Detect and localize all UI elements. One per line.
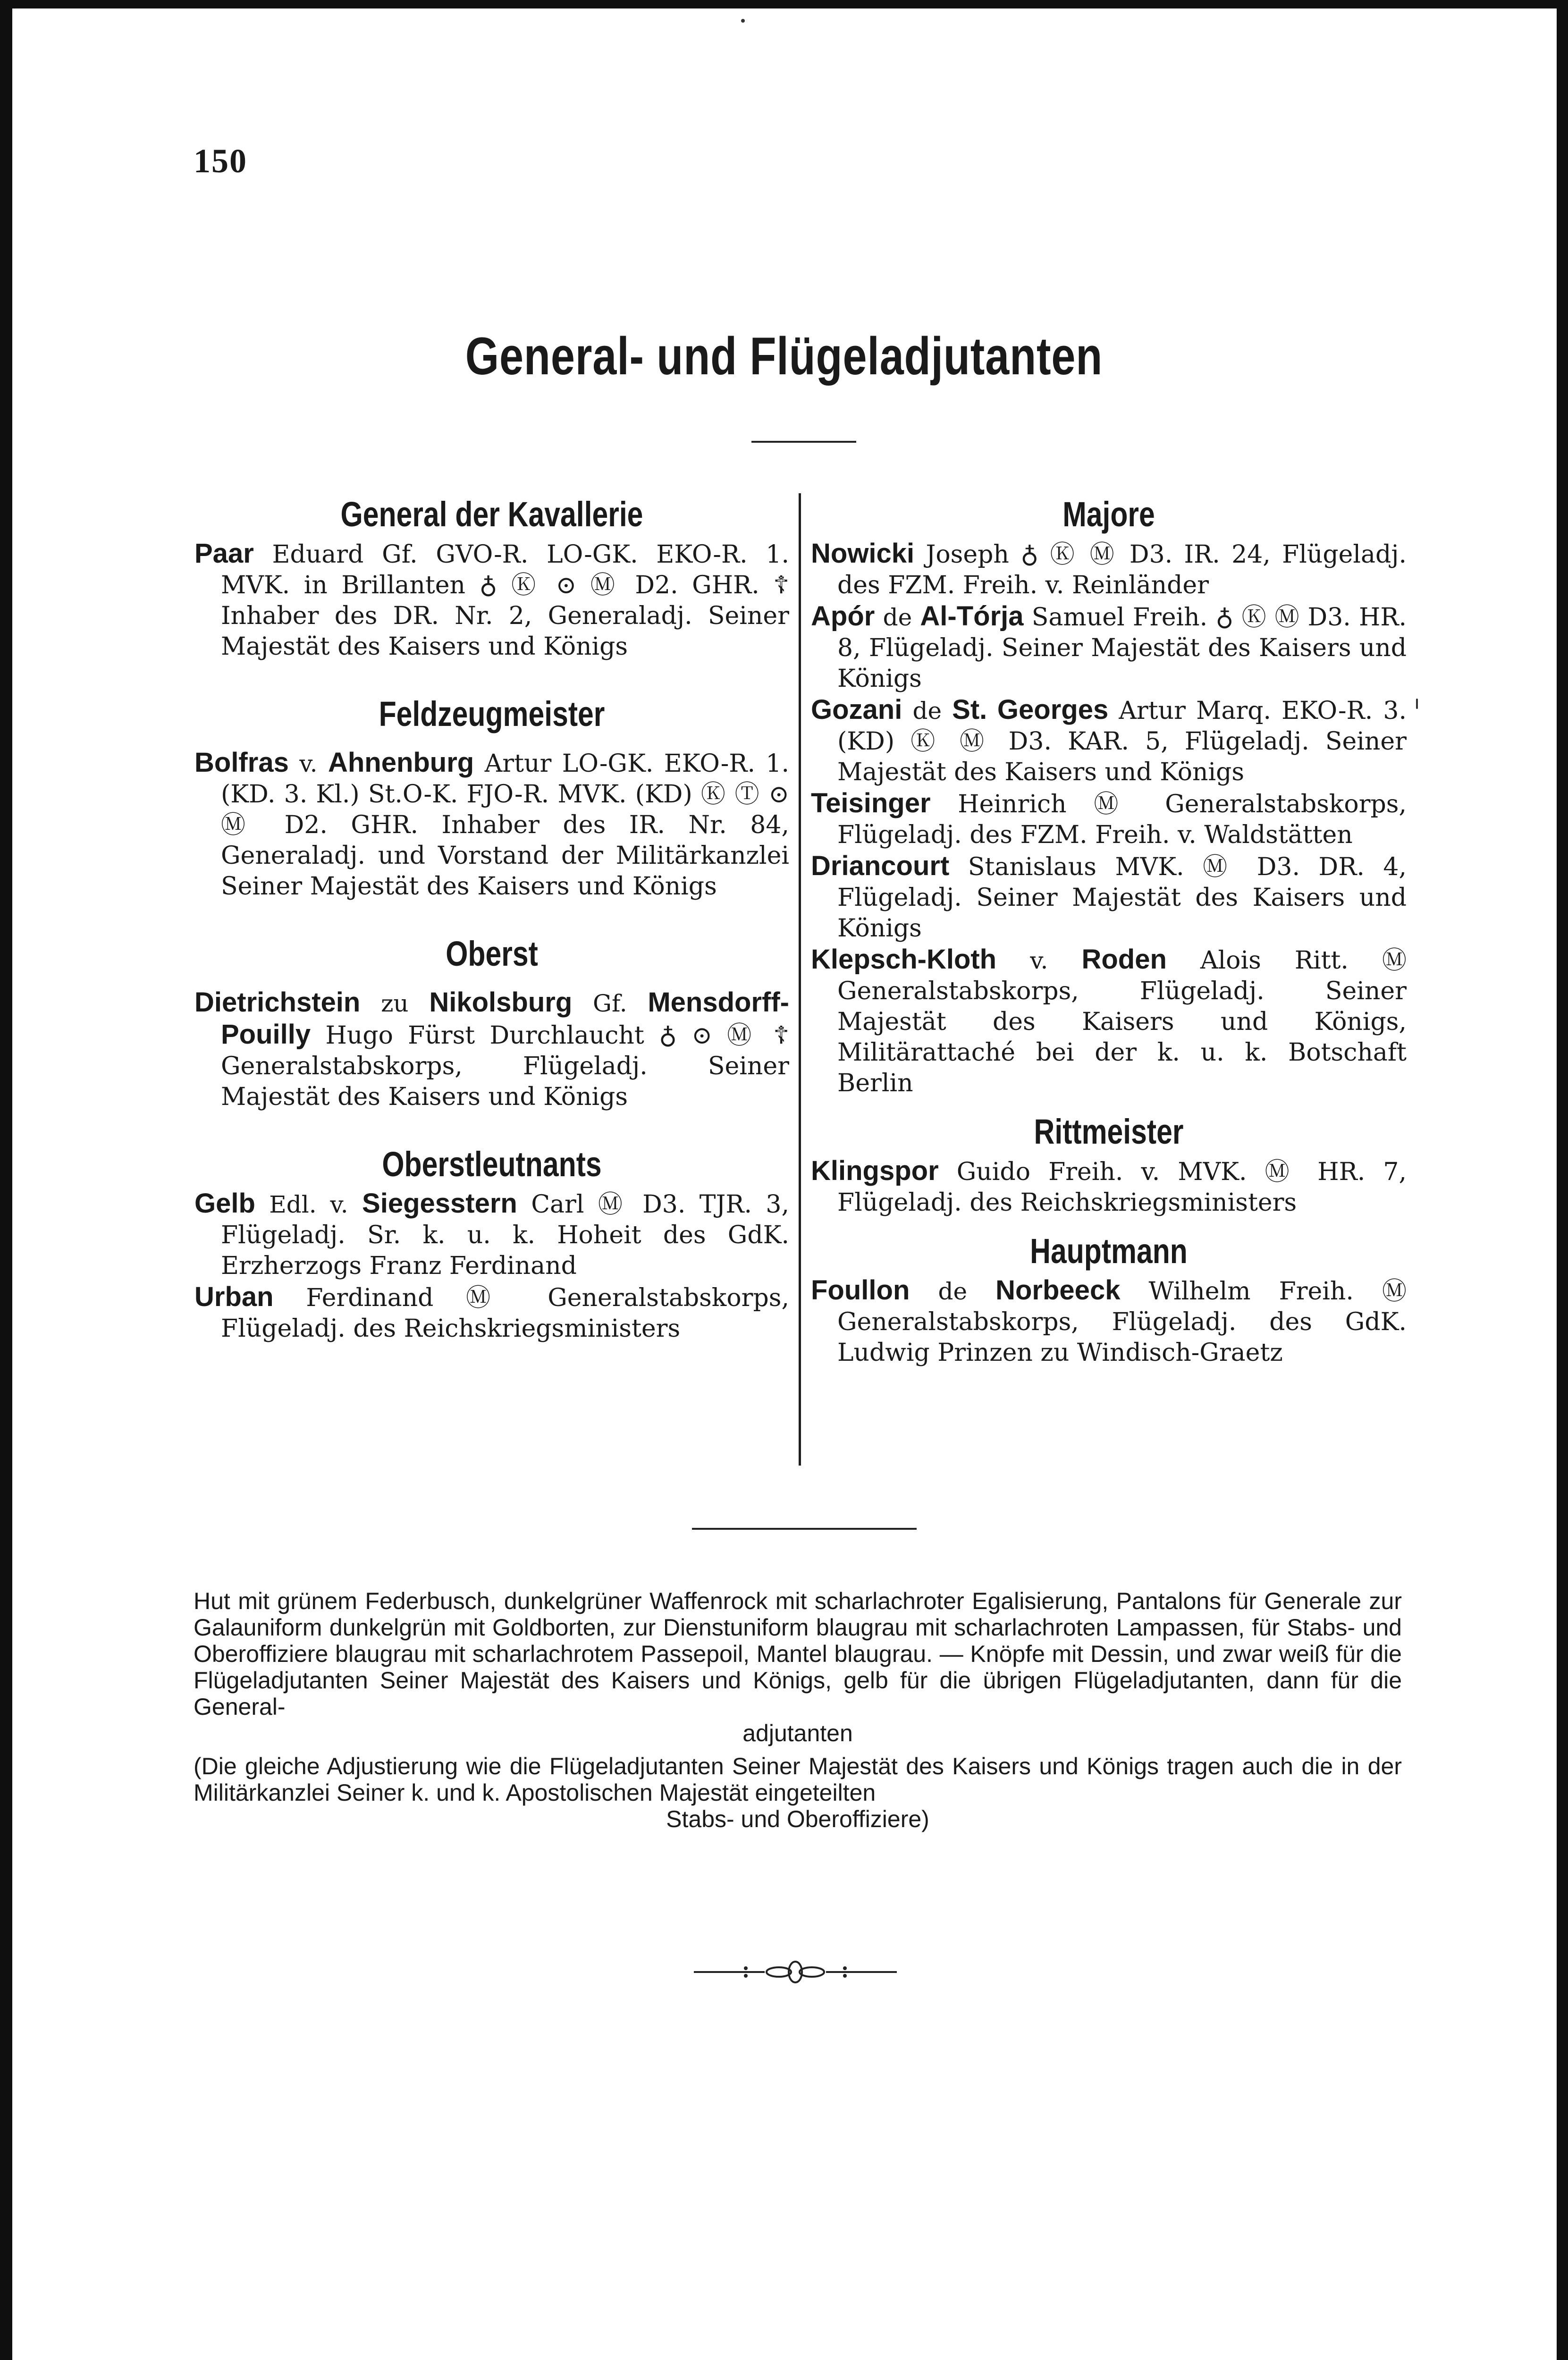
officer-name-2: Siegesstern — [362, 1188, 517, 1219]
decoration-symbols: Ⓜ — [1382, 1277, 1407, 1306]
rank-heading: Rittmeister — [1034, 1112, 1184, 1151]
decoration-symbols: Ⓜ — [1094, 790, 1138, 818]
officer-name-2: Roden — [1081, 944, 1167, 975]
officer-name: Bolfras — [194, 747, 289, 778]
officer-details-cont: D3. TJR. 3, Flügeladj. Sr. k. u. k. Hoheit des GdK. Erzherzogs Franz Ferdinand — [221, 1190, 789, 1280]
officer-details: Stanislaus MVK. — [968, 853, 1184, 881]
officer-details-cont: D3. DR. 4, Flügeladj. Seiner Majestät des Kaisers und Königs — [837, 853, 1407, 943]
officer-details: Alois Ritt. — [1200, 946, 1349, 975]
left-column — [194, 491, 789, 1344]
page-border-right — [1557, 0, 1568, 2360]
name-particle-2: Gf. — [593, 990, 627, 1017]
officer-entry — [811, 694, 1407, 788]
notes-rule — [692, 1528, 917, 1530]
officer-entry — [811, 851, 1407, 944]
rank-heading: Majore — [1062, 495, 1155, 534]
officer-entry — [811, 1275, 1407, 1368]
page-title: General- und Flügeladjutanten — [465, 327, 1103, 386]
decoration-symbols: ♁ Ⓚ Ⓜ — [1215, 603, 1300, 632]
officer-name-2: Nikolsburg — [429, 987, 573, 1018]
end-ornament — [694, 1958, 897, 1986]
decoration-symbols: ♁ Ⓚ Ⓜ — [1020, 540, 1118, 569]
scan-speck — [741, 19, 745, 23]
officer-entry — [811, 1155, 1407, 1218]
officer-details-cont: D2. GHR. ☦ Inhaber des DR. Nr. 2, Generaladj. Seiner Majestät des Kaisers und Königs — [221, 571, 790, 661]
officer-entry — [194, 747, 789, 902]
officer-details: Ferdinand — [306, 1284, 434, 1312]
decoration-symbols: Ⓜ — [466, 1284, 515, 1312]
officer-details: Artur LO-GK. EKO-R. 1. (KD. 3. Kl.) St.O-K. FJO-R. MVK. (KD) — [221, 750, 790, 809]
officer-details-cont: D2. GHR. Inhaber des IR. Nr. 84, Generaladj. und Vorstand der Militärkanzlei Seiner Majestät des Kaisers und Königs — [221, 811, 789, 901]
rank-heading: Oberst — [446, 934, 538, 973]
name-particle: zu — [381, 990, 409, 1017]
officer-details-cont: D3. KAR. 5, Flügeladj. Seiner Majestät des Kaisers und Königs — [837, 727, 1407, 786]
officer-entry — [811, 788, 1407, 851]
rank-heading: General der Kavallerie — [340, 495, 643, 534]
name-particle: de — [912, 697, 942, 725]
officer-details: Wilhelm Freih. — [1148, 1277, 1354, 1306]
officer-details-cont: D3. HR. 8, Flügeladj. Seiner Majestät des Kaisers und Königs — [837, 603, 1407, 693]
officer-details: Artur Marq. EKO-R. 3. (KD) — [837, 697, 1407, 756]
officer-entry — [811, 601, 1407, 694]
ornament-dot — [744, 1966, 748, 1970]
officer-details: Samuel Freih. — [1031, 603, 1208, 632]
ornament-dot — [843, 1966, 847, 1970]
officer-details-cont: Generalstabskorps, Flügeladj. des Reichskriegsministers — [221, 1284, 789, 1343]
decoration-symbols: Ⓚ Ⓣ ⊙ Ⓜ — [221, 780, 789, 839]
officer-details: Joseph — [926, 540, 1009, 569]
column-divider — [799, 493, 801, 1466]
name-particle: v. — [1030, 947, 1048, 974]
officer-entry — [194, 538, 789, 662]
officer-name: Nowicki — [811, 538, 915, 569]
officer-name: Dietrichstein — [194, 987, 361, 1018]
page-number: 150 — [194, 142, 247, 180]
decoration-symbols: ♁ ⊙ Ⓜ ☦ — [659, 1021, 790, 1050]
ornament-dot — [744, 1974, 748, 1978]
officer-details-cont: HR. 7, Flügeladj. des Reichskriegsministers — [837, 1158, 1407, 1217]
rank-heading: Hauptmann — [1030, 1231, 1188, 1271]
title-rule — [751, 441, 856, 443]
decoration-symbols: Ⓚ Ⓜ — [910, 727, 993, 756]
uniform-description: Hut mit grünem Federbusch, dunkelgrüner Waffenrock mit scharlachroter Egalisierung, Pantalons für Generale zur Galauniform dunkelgrün mit Goldborten, zur Dienstuniform blaugrau mit scharlachroten Lampassen, für Stabs- und Oberoffiziere blaugrau mit scharlachrotem Passepoil, Mantel blaugrau. — Knöpfe mit Dessin, und zwar weiß für die Flügeladjutanten Seiner Majestät des Kaisers und Königs, gelb für die übrigen Flügeladjutanten, dann für die General- — [194, 1588, 1402, 1720]
officer-details: Heinrich — [958, 790, 1067, 818]
officer-entry — [194, 1281, 789, 1344]
ornament-loop — [767, 1967, 791, 1977]
officer-name: Teisinger — [811, 788, 931, 818]
officer-name: Apór — [811, 601, 875, 632]
officer-name-3: Mensdorff-Pouilly — [221, 987, 789, 1050]
officer-name: Foullon — [811, 1275, 910, 1306]
officer-details: Eduard Gf. GVO-R. LO-GK. EKO-R. 1. MVK. in Brillanten — [221, 540, 789, 599]
officer-details: Carl — [531, 1190, 584, 1219]
officer-name-2: Ahnenburg — [328, 747, 474, 778]
decoration-symbols: Ⓜ — [1203, 853, 1239, 881]
officer-name-2: Al-Tórja — [920, 601, 1024, 632]
officer-name: Klepsch-Kloth — [811, 944, 997, 975]
officer-details: Hugo Fürst Durchlaucht — [325, 1021, 644, 1050]
adjustment-note: (Die gleiche Adjustierung wie die Flügeladjutanten Seiner Majestät des Kaisers und Königs tragen auch die in der Militärkanzlei Seiner k. und k. Apostolischen Majestät eingeteilten — [194, 1753, 1402, 1806]
officer-entry — [811, 944, 1407, 1099]
officer-entry — [811, 538, 1407, 601]
ornament-dot — [843, 1974, 847, 1978]
page-border-left — [0, 0, 12, 2360]
officer-name: Gozani — [811, 694, 902, 725]
officer-name-2: Norbeeck — [995, 1275, 1121, 1306]
uniform-notes — [194, 1588, 1402, 1832]
decoration-symbols: Ⓜ — [598, 1190, 629, 1219]
officer-name: Driancourt — [811, 851, 950, 881]
ornament-loop — [800, 1967, 824, 1977]
officer-details-cont: Generalstabskorps, Flügeladj. Seiner Majestät des Kaisers und Königs — [221, 1052, 789, 1111]
officer-details-cont: Generalstabskorps, Flügeladj. des FZM. Freih. v. Waldstätten — [837, 790, 1407, 849]
officer-name-2: St. Georges — [952, 694, 1109, 725]
name-particle: v. — [299, 750, 318, 777]
decoration-symbols: Ⓜ — [1382, 946, 1407, 975]
officer-entry — [194, 1188, 789, 1281]
officer-name: Gelb — [194, 1188, 255, 1219]
name-particle: de — [883, 604, 912, 631]
officer-entry — [194, 987, 789, 1113]
decoration-symbols: ♁ Ⓚ ⊙ Ⓜ — [479, 571, 621, 599]
decoration-symbols: Ⓜ — [1265, 1158, 1300, 1186]
officer-details-cont: Generalstabskorps, Flügeladj. Seiner Majestät des Kaisers und Königs, Militärattaché bei der k. u. k. Botschaft Berlin — [837, 977, 1407, 1097]
officer-details: Guido Freih. v. MVK. — [956, 1158, 1247, 1186]
page-border-top — [0, 0, 1568, 8]
rank-heading: Oberstleutnants — [382, 1145, 602, 1184]
officer-name: Urban — [194, 1281, 274, 1312]
officer-name: Paar — [194, 538, 254, 569]
adjustment-note-end: Stabs- und Oberoffiziere) — [666, 1806, 929, 1832]
uniform-description-end: adjutanten — [742, 1720, 853, 1746]
rank-heading: Feldzeugmeister — [379, 694, 605, 733]
officer-name: Klingspor — [811, 1155, 939, 1186]
officer-details-cont: D3. IR. 24, Flügeladj. des FZM. Freih. v. Reinländer — [837, 540, 1407, 599]
officer-details-cont: Generalstabskorps, Flügeladj. des GdK. Ludwig Prinzen zu Windisch-Graetz — [837, 1308, 1407, 1367]
right-column — [811, 491, 1407, 1368]
name-particle: Edl. v. — [269, 1191, 348, 1218]
name-particle: de — [938, 1278, 968, 1305]
scan-speck — [1416, 699, 1418, 709]
